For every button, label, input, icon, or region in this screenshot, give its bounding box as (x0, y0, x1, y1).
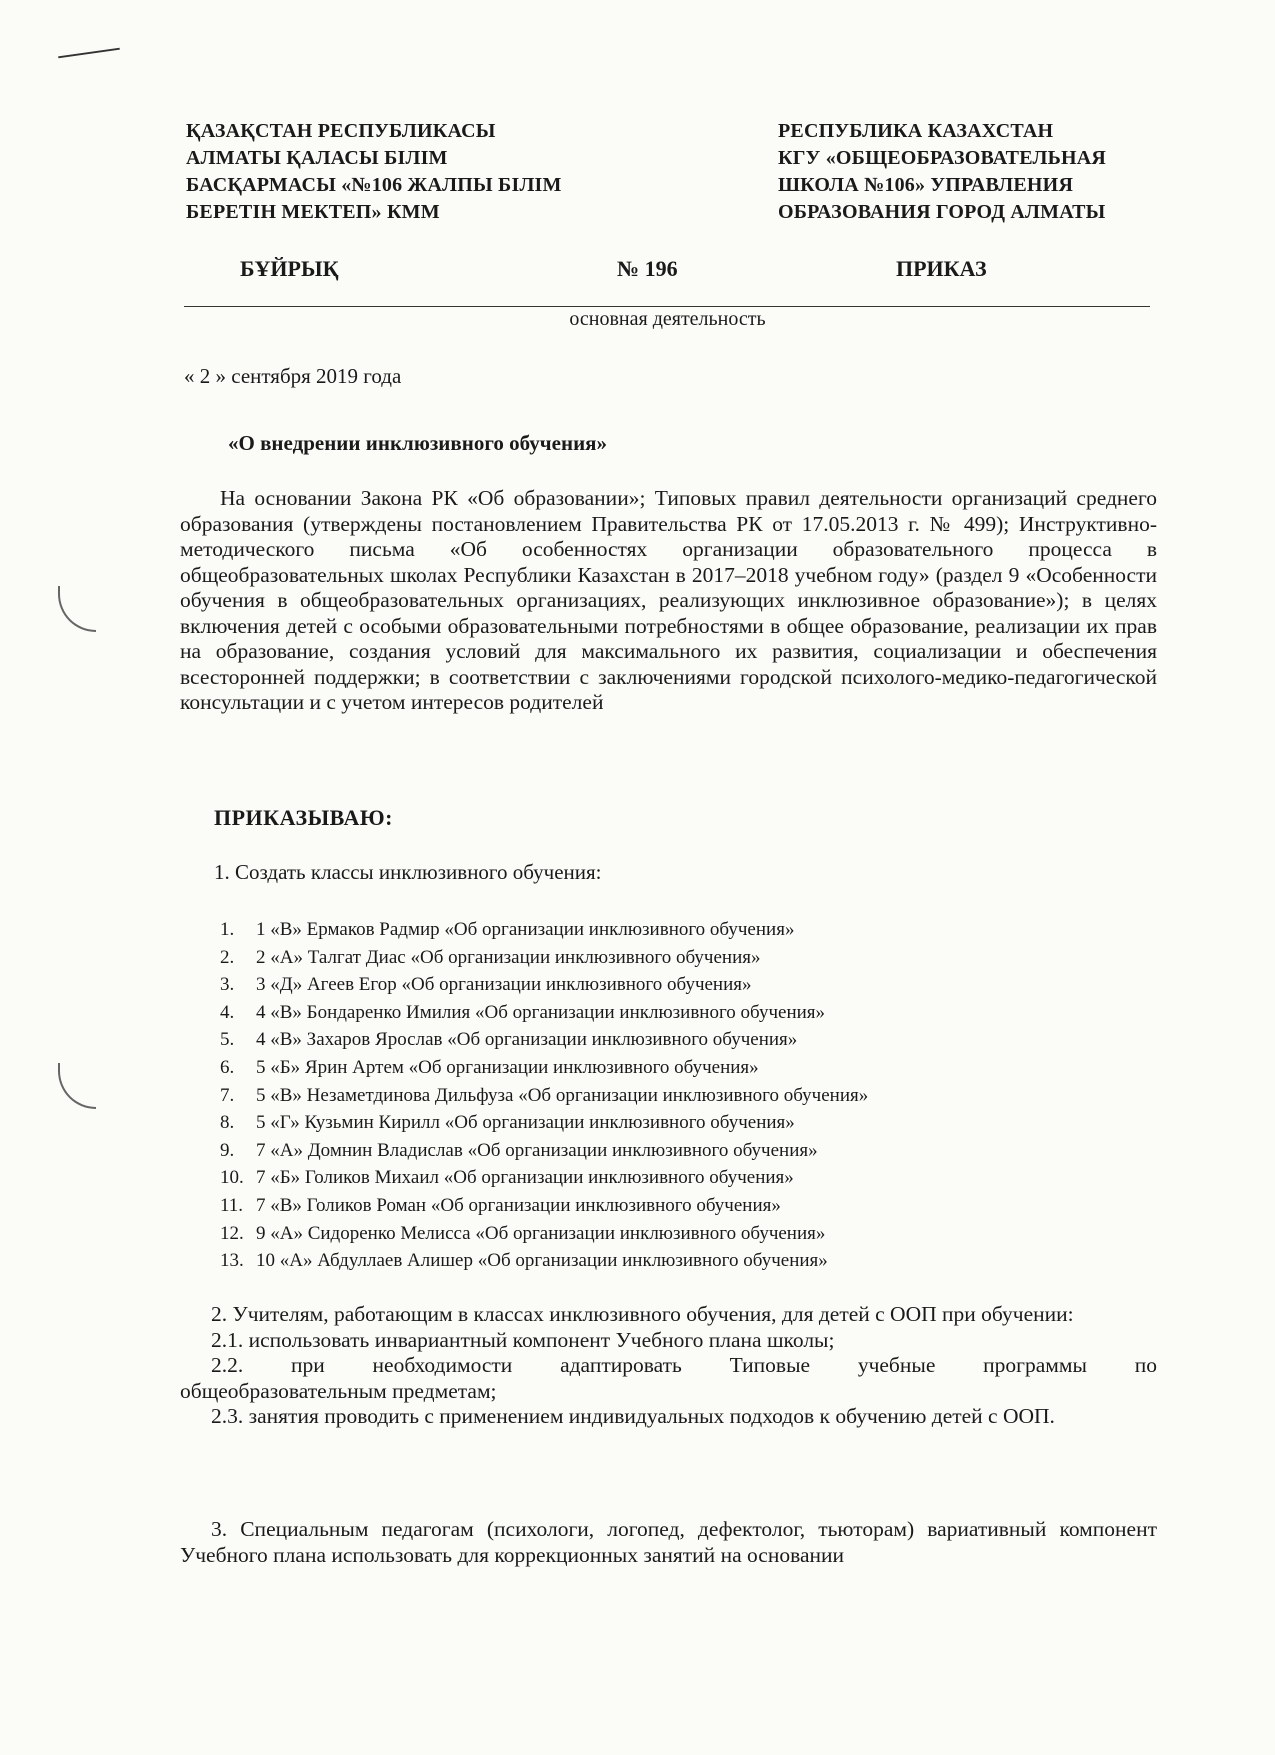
header-line: ҚАЗАҚСТАН РЕСПУБЛИКАСЫ (186, 120, 496, 142)
item-2-3: 2.3. занятия проводить с применением индивидуальных подходов к обучению детей с ООП. (211, 1404, 1055, 1428)
item-1-heading: 1. Создать классы инклюзивного обучения: (214, 860, 602, 884)
list-number: 4. (220, 1001, 235, 1023)
list-text: 3 «Д» Агеев Егор «Об организации инклюзивного обучения» (256, 974, 752, 996)
list-text: 10 «А» Абдуллаев Алишер «Об организации инклюзивного обучения» (256, 1250, 828, 1272)
list-text: 2 «А» Талгат Диас «Об организации инклюзивного обучения» (256, 946, 761, 968)
list-number: 13. (220, 1250, 244, 1272)
list-item (220, 1247, 868, 1275)
preamble-paragraph: На основании Закона РК «Об образовании»; Типовых правил деятельности организаций среднего образования (утверждены постановлением Правительства РК от 17.05.2013 г. № 499); Инструктивно-методического письма «Об особенностях организации образовательного процесса в общеобразовательных школах Республики Казахстан в 2017–2018 учебном году» (раздел 9 «Особенности обучения в общеобразовательных организациях, реализующих инклюзивное образование»); в целях включения детей с особыми образовательными потребностями в общее образование, реализации их прав на образование, создания условий для максимального их развития, социализации и обеспечения всесторонней поддержки; в соответствии с заключениями городской психолого-медико-педагогической консультации и с учетом интересов родителей (180, 486, 1157, 714)
pen-mark (58, 48, 120, 59)
word: 2.2. (211, 1353, 244, 1377)
list-item (220, 916, 868, 944)
list-text: 7 «А» Домнин Владислав «Об организации инклюзивного обучения» (256, 1139, 818, 1161)
header-kazakh (186, 118, 586, 226)
list-item (220, 999, 868, 1027)
list-number: 6. (220, 1056, 235, 1078)
list-number: 7. (220, 1084, 235, 1106)
header-line: ШКОЛА №106» УПРАВЛЕНИЯ (778, 174, 1074, 196)
list-number: 9. (220, 1139, 235, 1161)
list-text: 5 «Б» Ярин Артем «Об организации инклюзивного обучения» (256, 1056, 759, 1078)
list-number: 2. (220, 946, 235, 968)
list-text: 4 «В» Бондаренко Имилия «Об организации инклюзивного обучения» (256, 1001, 826, 1023)
list-number: 8. (220, 1112, 235, 1134)
list-item (220, 1164, 868, 1192)
list-text: 4 «В» Захаров Ярослав «Об организации инклюзивного обучения» (256, 1029, 798, 1051)
list-item (220, 944, 868, 972)
order-number: № 196 (617, 256, 678, 281)
word: учебные (857, 1353, 936, 1377)
word: при (291, 1353, 325, 1377)
activity-type: основная деятельность (569, 308, 766, 330)
order-date: « 2 » сентября 2019 года (184, 364, 402, 388)
header-line: АЛМАТЫ ҚАЛАСЫ БІЛІМ (186, 147, 448, 169)
word: программы (983, 1353, 1087, 1377)
header-line: КГУ «ОБЩЕОБРАЗОВАТЕЛЬНАЯ (778, 147, 1107, 169)
word: по (1134, 1353, 1157, 1377)
list-number: 3. (220, 974, 235, 996)
student-list (220, 916, 868, 1275)
title-divider (184, 306, 1150, 307)
item-2-intro: 2. Учителям, работающим в классах инклюзивного обучения, для детей с ООП при обучении: (211, 1302, 1074, 1326)
punch-hole-mark (58, 1063, 96, 1109)
list-number: 11. (220, 1194, 244, 1216)
header-russian (778, 118, 1158, 226)
list-item (220, 971, 868, 999)
list-number: 1. (220, 919, 235, 940)
title-russian: ПРИКАЗ (896, 256, 987, 281)
list-text: 5 «В» Незаметдинова Дильфуза «Об организации инклюзивного обучения» (256, 1084, 869, 1106)
list-item (220, 1026, 868, 1054)
punch-hole-mark (58, 586, 96, 632)
list-number: 5. (220, 1029, 235, 1051)
title-kazakh: БҰЙРЫҚ (240, 256, 339, 281)
list-number: 12. (220, 1222, 244, 1244)
list-item (220, 1220, 868, 1248)
list-item (220, 1192, 868, 1220)
list-text: 9 «А» Сидоренко Мелисса «Об организации инклюзивного обучения» (256, 1222, 826, 1244)
list-item (220, 1082, 868, 1110)
list-item (220, 1137, 868, 1165)
list-item (220, 1054, 868, 1082)
item-2-1: 2.1. использовать инвариантный компонент Учебного плана школы; (211, 1327, 835, 1352)
order-subject: «О внедрении инклюзивного обучения» (228, 431, 608, 455)
item-2-2-continuation: общеобразовательным предметам; (180, 1378, 497, 1403)
header-line: РЕСПУБЛИКА КАЗАХСТАН (778, 120, 1054, 142)
word: адаптировать (560, 1353, 682, 1377)
header-line: ОБРАЗОВАНИЯ ГОРОД АЛМАТЫ (778, 201, 1106, 223)
list-number: 10. (220, 1167, 244, 1189)
order-heading: ПРИКАЗЫВАЮ: (214, 805, 393, 830)
header-line: БАСҚАРМАСЫ «№106 ЖАЛПЫ БІЛІМ (186, 174, 562, 196)
list-text: 7 «В» Голиков Роман «Об организации инклюзивного обучения» (256, 1194, 781, 1216)
header-line: БЕРЕТІН МЕКТЕП» КММ (186, 201, 440, 223)
list-text: 5 «Г» Кузьмин Кирилл «Об организации инклюзивного обучения» (256, 1112, 795, 1134)
word: необходимости (372, 1353, 513, 1377)
list-text: 1 «В» Ермаков Радмир «Об организации инклюзивного обучения» (256, 919, 795, 940)
item-3-paragraph: 3. Специальным педагогам (психологи, логопед, дефектолог, тьюторам) вариативный компонент Учебного плана использовать для коррекционных занятий на основании (180, 1517, 1157, 1567)
item-2-2-line (180, 1353, 1157, 1379)
list-text: 7 «Б» Голиков Михаил «Об организации инклюзивного обучения» (256, 1167, 794, 1189)
item-2-block (180, 1302, 1157, 1430)
list-item (220, 1109, 868, 1137)
word: Типовые (729, 1353, 811, 1377)
